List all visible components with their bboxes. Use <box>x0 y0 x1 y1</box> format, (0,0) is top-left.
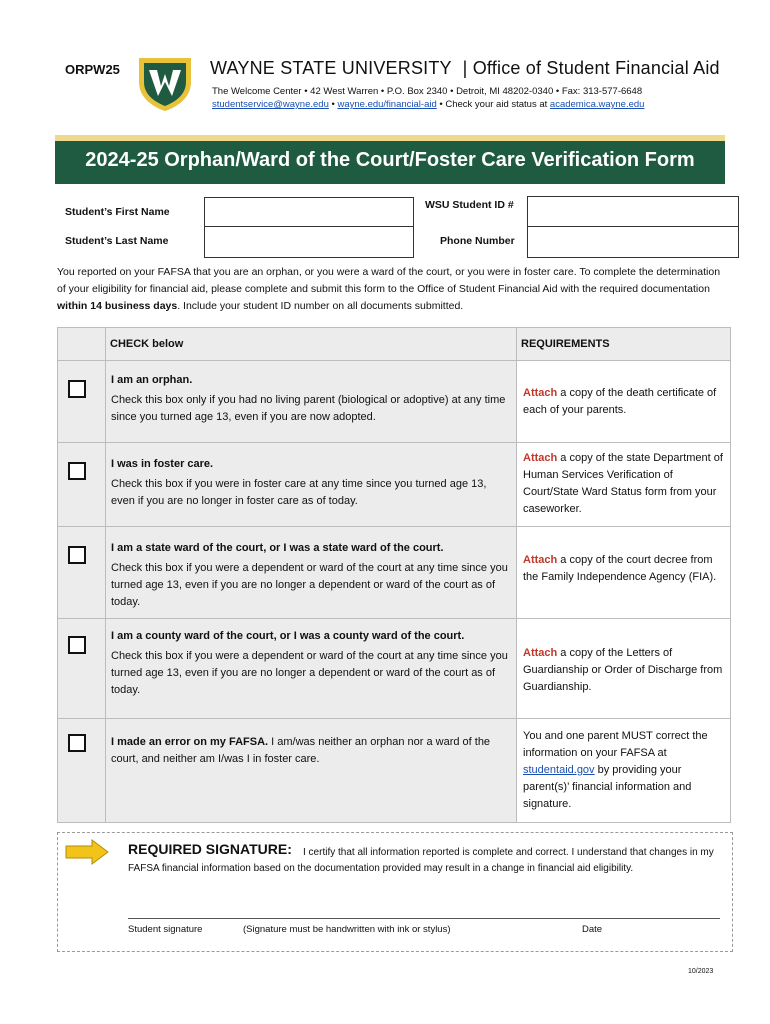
contact-line <box>212 99 644 110</box>
state-ward-checkbox[interactable] <box>68 546 86 564</box>
option-cell <box>106 527 517 619</box>
table-row-foster <box>58 443 731 527</box>
requirement-detail: a copy of the court decree from the Family Independence Agency (FIA). <box>523 554 717 583</box>
table-row-fafsa-error <box>58 719 731 823</box>
last-name-label: Student’s Last Name <box>65 235 169 247</box>
form-code: ORPW25 <box>65 62 120 77</box>
option-cell <box>106 619 517 719</box>
phone-field[interactable] <box>527 226 739 258</box>
address-line: The Welcome Center • 42 West Warren • P.O. Box 2340 • Detroit, MI 48202-0340 • Fax: 313-577-6648 <box>212 86 643 97</box>
option-description <box>111 734 509 768</box>
university-name: WAYNE STATE UNIVERSITY <box>210 58 452 78</box>
revision-date: 10/2023 <box>688 968 714 975</box>
option-description: Check this box only if you had no living parent (biological or adoptive) at any time since you turned age 13, even if you are now adopted. <box>111 394 506 423</box>
table-row-orphan <box>58 361 731 443</box>
check-header: CHECK below <box>106 328 517 361</box>
table-row-state-ward <box>58 527 731 619</box>
table-header-row <box>58 328 731 361</box>
attach-label: Attach <box>523 387 558 399</box>
separator: • <box>328 99 338 110</box>
requirement-text <box>518 728 729 813</box>
intro-text: You reported on your FAFSA that you are an orphan, or you were a ward of the court, or you were in foster care. To complete the determination of your eligibility for financial aid, please complete and submit this form to the Office of Student Financial Aid with the required documentation <box>57 266 721 295</box>
requirement-cell <box>517 527 731 619</box>
option-title: I was in foster care. <box>111 458 214 470</box>
instructions-paragraph <box>57 264 722 315</box>
option-title: I made an error on my FAFSA. <box>111 736 269 748</box>
orphan-checkbox[interactable] <box>68 380 86 398</box>
option-description: Check this box if you were a dependent or ward of the court at any time since you turned age 13, even if you are no longer a dependent or ward of the court as of today. <box>111 562 508 608</box>
website-link[interactable]: wayne.edu/financial-aid <box>337 99 437 110</box>
checkbox-cell <box>58 361 106 443</box>
requirement-detail: a copy of the Letters of Guardianship or Order of Discharge from Guardianship. <box>523 647 723 693</box>
checkbox-cell <box>58 619 106 719</box>
requirement-cell <box>517 619 731 719</box>
option-title: I am a county ward of the court, or I was a county ward of the court. <box>111 630 465 642</box>
status-text: • Check your aid status at <box>436 99 550 110</box>
signature-line[interactable] <box>128 918 720 919</box>
requirement-cell <box>517 719 731 823</box>
signature-note: (Signature must be handwritten with ink or stylus) <box>243 924 451 935</box>
date-label: Date <box>582 924 603 935</box>
header-blank-cell <box>58 328 106 361</box>
county-ward-checkbox[interactable] <box>68 636 86 654</box>
requirements-header: REQUIREMENTS <box>517 328 731 361</box>
requirement-text <box>518 385 729 419</box>
student-signature-label: Student signature <box>128 924 203 935</box>
option-description: Check this box if you were a dependent or ward of the court at any time since you turned age 13, even if you are no longer a dependent or ward of the court as of today. <box>111 650 508 696</box>
requirement-cell <box>517 361 731 443</box>
last-name-field[interactable] <box>204 226 414 258</box>
student-id-label: WSU Student ID # <box>425 199 514 211</box>
first-name-label: Student’s First Name <box>65 206 170 218</box>
requirement-cell <box>517 443 731 527</box>
email-link[interactable]: studentservice@wayne.edu <box>212 99 329 110</box>
option-title: I am a state ward of the court, or I was a state ward of the court. <box>111 542 444 554</box>
checkbox-cell <box>58 527 106 619</box>
fafsa-error-checkbox[interactable] <box>68 734 86 752</box>
intro-text-end: . Include your student ID number on all documents submitted. <box>177 300 464 312</box>
requirements-table <box>57 327 731 823</box>
attach-label: Attach <box>523 554 558 566</box>
student-id-field[interactable] <box>527 196 739 227</box>
option-cell <box>106 719 517 823</box>
option-description: Check this box if you were in foster care at any time since you turned age 13, even if you are no longer in foster care as of today. <box>111 478 487 507</box>
deadline-text: within 14 business days <box>57 300 178 312</box>
option-cell <box>106 361 517 443</box>
checkbox-cell <box>58 443 106 527</box>
checkbox-cell <box>58 719 106 823</box>
option-cell <box>106 443 517 527</box>
requirement-text <box>518 552 729 586</box>
studentaid-link[interactable]: studentaid.gov <box>523 764 595 776</box>
arrow-right-icon <box>64 838 110 866</box>
attach-label: Attach <box>523 647 558 659</box>
first-name-field[interactable] <box>204 197 414 227</box>
table-row-county-ward <box>58 619 731 719</box>
signature-heading: REQUIRED SIGNATURE: <box>128 841 292 857</box>
requirement-detail: a copy of the state Department of Human Services Verification of Court/State Ward Status form from your caseworker. <box>523 452 723 515</box>
university-header <box>210 58 720 79</box>
office-name: | Office of Student Financial Aid <box>462 58 720 78</box>
form-title: 2024-25 Orphan/Ward of the Court/Foster Care Verification Form <box>85 149 695 171</box>
requirement-detail-end: by providing your parent(s)’ financial information and signature. <box>523 764 692 810</box>
requirement-detail: You and one parent MUST correct the information on your FAFSA at <box>523 730 708 759</box>
option-detail: I am/was neither an orphan nor a ward of the court, and neither am I/was I in foster care. <box>111 736 491 765</box>
requirement-text <box>518 645 729 696</box>
wayne-state-logo <box>135 52 195 112</box>
requirement-text <box>518 450 729 518</box>
requirement-detail: a copy of the death certificate of each of your parents. <box>523 387 717 416</box>
phone-label: Phone Number <box>440 235 515 247</box>
option-title: I am an orphan. <box>111 374 193 386</box>
foster-care-checkbox[interactable] <box>68 462 86 480</box>
academica-link[interactable]: academica.wayne.edu <box>549 99 645 110</box>
attach-label: Attach <box>523 452 558 464</box>
certification-text: I certify that all information reported is complete and correct. I understand that changes in my FAFSA financial information based on the documentation provided may result in a change in financial aid eligibility. <box>128 847 714 874</box>
